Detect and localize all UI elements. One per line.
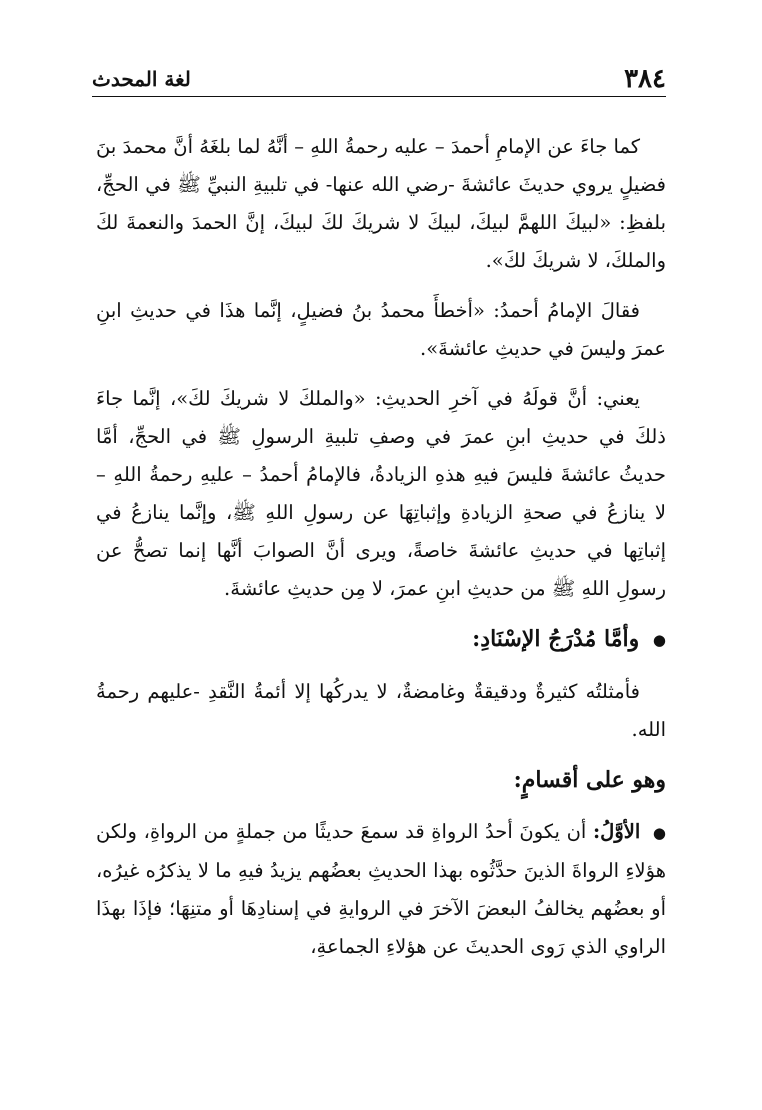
list-item-label: الأوَّلُ: [592, 820, 641, 843]
bullet-icon: ● [652, 823, 667, 842]
paragraph-explanation: يعني: أنَّ قولَهُ في آخرِ الحديثِ: «والملكَ لا شريكَ لكَ»، إنَّما جاءَ ذلكَ في حديثِ ابنِ عمرَ في وصفِ تلبيةِ الرسولِ ﷺ في الحجِّ، أمَّا حديثُ عائشةَ فليسَ فيهِ هذهِ الزيادةُ، فالإمامُ أحمدُ – عليهِ رحمةُ اللهِ – لا ينازعُ في صحةِ الزيادةِ وإثباتِهَا عن رسولِ اللهِ ﷺ، وإنَّما ينازعُ في إثباتِها في حديثِ عائشةَ خاصةً، ويرى أنَّ الصوابَ أنَّها إنما تصحُّ عن رسولِ اللهِ ﷺ من حديثِ ابنِ عمرَ، لا مِن حديثِ عائشةَ. [96, 387, 666, 600]
subheading: وهو على أقسامٍ: [513, 767, 666, 793]
list-item-text: أن يكونَ أحدُ الرواةِ قد سمعَ حديثًا من جملةٍ من الرواةِ، ولكن هؤلاءِ الرواةَ الذينَ حدَّثُوه بهذا الحديثِ بعضُهم يزيدُ فيهِ ما لا يذكرُه غيرُه، أو بعضُهم يخالفُ البعضَ الآخرَ في الروايةِ في إسنادِهَا أو متنِهَا؛ فإذَا بهذَا الراوي الذي رَوى الحديثَ عن هؤلاءِ الجماعةِ، [96, 820, 666, 958]
paragraph-ahmad-report: كما جاءَ عن الإمامِ أحمدَ – عليه رحمةُ اللهِ – أنَّهُ لما بلغَهُ أنَّ محمدَ بنَ فضيلٍ يروي حديثَ عائشةَ -رضي الله عنها- في تلبيةِ النبيِّ ﷺ في الحجِّ، بلفظِ: «لبيكَ اللهمَّ لبيكَ، لبيكَ لا شريكَ لكَ لبيكَ، إنَّ الحمدَ والنعمةَ لكَ والملكَ، لا شريكَ لكَ». [96, 135, 666, 272]
running-title: لغة المحدث [92, 67, 191, 91]
page-number: ٣٨٤ [624, 64, 666, 94]
page-header [92, 62, 666, 97]
page-body [96, 128, 666, 978]
paragraph-ahmad-verdict: فقالَ الإمامُ أحمدُ: «أخطأَ محمدُ بنُ فضيلٍ، إنَّما هذَا في حديثِ ابنِ عمرَ وليسَ في حديثِ عائشةَ». [96, 299, 666, 360]
section-heading [96, 620, 666, 659]
list-item-first [96, 813, 666, 966]
paragraph-examples: فأمثلتُه كثيرةٌ ودقيقةٌ وغامضةٌ، لا يدركُها إلا أئمةُ النَّقدِ -عليهم رحمةُ الله. [96, 680, 666, 741]
section-heading-text: وأمَّا مُدْرَجُ الإسْنَادِ: [472, 626, 640, 652]
bullet-icon: ● [652, 631, 666, 649]
